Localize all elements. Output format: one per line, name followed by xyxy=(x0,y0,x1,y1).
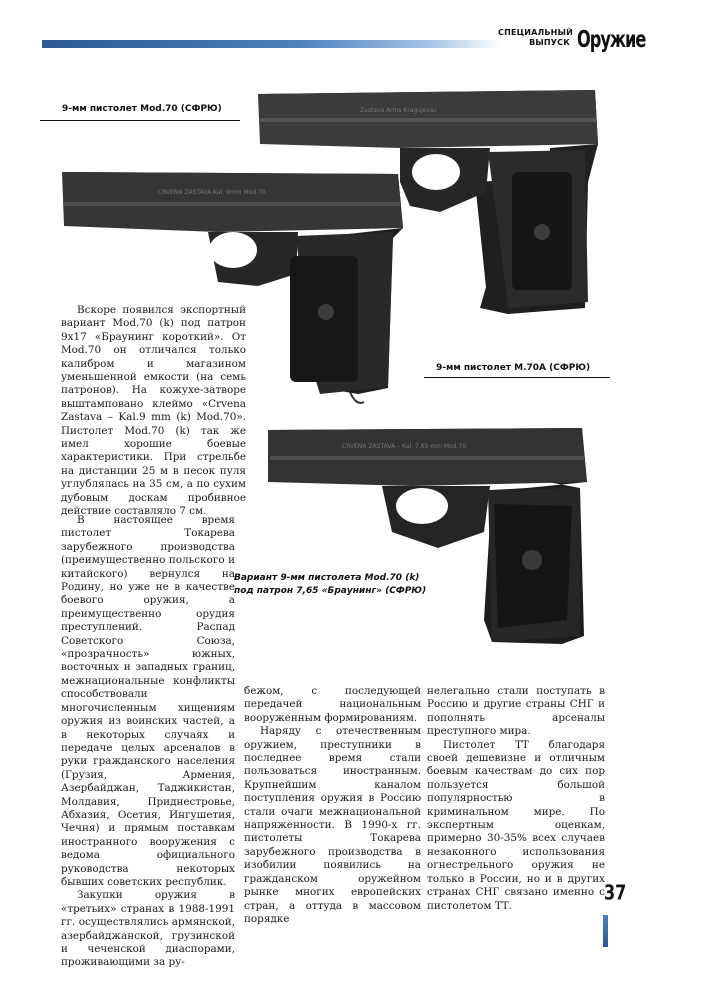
caption-mod70 xyxy=(40,100,240,121)
issue-label-line1: СПЕЦИАЛЬНЫЙ xyxy=(498,28,573,37)
magazine-logo: Оружие xyxy=(577,26,646,54)
article-text-block-1 xyxy=(61,304,246,519)
paragraph: Наряду с отечественным оружием, преступники в последнее время стали пользоваться иностранным. Крупнейшим каналом поступления оружия в Россию стали очаги межнациональной напряженности. В 1990-х гг. пистолеты Токарева зарубежного производства в изобилии появились на гражданском оружейном рынке многих европейских стран, а оттуда в массовом порядке xyxy=(244,725,421,925)
paragraph: нелегально стали поступать в Россию и другие страны СНГ и пополнять арсеналы преступного мира. xyxy=(427,685,605,738)
paragraph: бежом, с последующей передачей национальным вооруженным формированиям. xyxy=(244,685,421,724)
paragraph: Закупки оружия в «третьих» странах в 1988-1991 гг. осуществлялись армянской, азербайджанской, грузинской и чеченской диаспорами, проживающими за ру- xyxy=(61,889,235,969)
article-text-block-2 xyxy=(61,514,235,970)
pistol-mod70-marking: CRVENA ZASTAVA Kal. 9mm Mod.70 xyxy=(158,189,266,196)
caption-m70a: 9-мм пистолет M.70A (СФРЮ) xyxy=(424,363,610,378)
pistol-m70a-marking: Zastava Arms Kragujevac xyxy=(360,107,437,114)
issue-label-line2: ВЫПУСК xyxy=(529,38,570,47)
pistol-mod70k-image xyxy=(262,420,602,645)
paragraph: Вскоре появился экспортный вариант Mod.70 (k) под патрон 9х17 «Браунинг короткий». От Mod.70 он отличался только калибром и магазином уменьшенной емкости (на семь патронов). На кожухе-затворе выштамповано клеймо «Crvena Zastava – Kal.9 mm (k) Mod.70». Пистолет Mod.70 (k) так же имел хорошие боевые характеристики. При стрельбе на дистанции 25 м в песок пуля углублялась на 35 см, а по сухим дубовым доскам пробивное действие составляло 7 см. xyxy=(61,304,246,518)
caption-mod70-text: 9-мм пистолет Mod.70 (СФРЮ) xyxy=(62,104,222,114)
caption-mod70k: Вариант 9-мм пистолета Mod.70 (k) под патрон 7,65 «Браунинг» (СФРЮ) xyxy=(234,573,427,596)
issue-label xyxy=(498,28,573,48)
paragraph: Пистолет ТТ благодаря своей дешевизне и отличным боевым качествам до сих пор пользуется большой популярностью в криминальном мире. По экспертным оценкам, примерно 30-35% всех случаев незаконного использования огнестрельного оружия не только в России, но и в других странах СНГ связано именно с пистолетом ТТ. xyxy=(427,738,605,912)
header-accent-bar xyxy=(42,40,502,48)
page-accent-bar xyxy=(603,915,608,947)
article-text-block-3 xyxy=(244,685,421,926)
article-text-block-4 xyxy=(427,685,605,913)
pistol-mod70k-marking: CRVENA ZASTAVA – Kal. 7,65 mm Mod.70 xyxy=(342,443,467,450)
paragraph: В настоящее время пистолет Токарева зарубежного производства (преимущественно польского и китайского) вернулся на Родину, но уже не в качестве боевого оружия, а преимущественно орудия преступлений. Распад Советского Союза, «прозрачность» южных, восточных и западных границ, межнациональные конфликты способствовали многочисленным хищениям оружия из воинских частей, а в некоторых случаях и передаче целых арсеналов в руки гражданского населения (Грузия, Армения, Азербайджан, Таджикистан, Молдавия, Приднестровье, Абхазия, Осетия, Ингушетия, Чечня) и прямым поставкам иностранного вооружения с ведома официального руководства некоторых бывших советских республик. xyxy=(61,514,235,888)
page-number: 37 xyxy=(604,880,627,905)
